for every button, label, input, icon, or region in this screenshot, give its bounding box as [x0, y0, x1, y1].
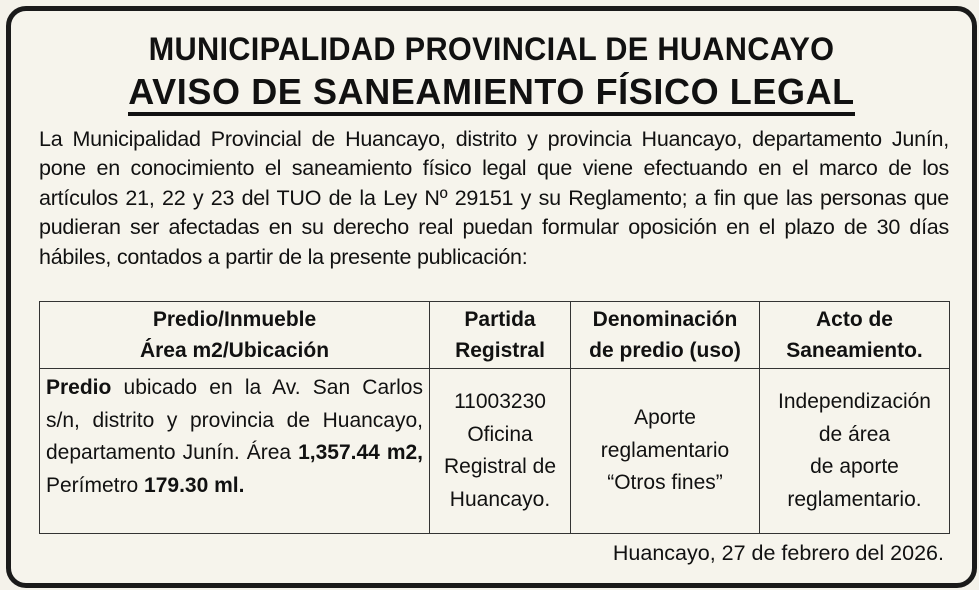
acto-line-2: de área — [818, 422, 891, 446]
partida-line-3: Registral de — [443, 455, 557, 478]
predio-perimetro: 179.30 ml. — [144, 473, 245, 497]
predio-text-1: ubicado en la Av. San Carlos s/n, distrito y provincia de Huancayo, departamento Junín. Área — [46, 376, 423, 464]
partida-number: 11003230 — [454, 390, 546, 413]
intro-paragraph: La Municipalidad Provincial de Huancayo, distrito y provincia Huancayo, departamento Junín, pone en conocimiento el saneamiento físico legal que viene efectuando en el marco de los artículos 21, 22 y 23 del TUO de la Ley Nº 29151 y su Reglamento; a fin que las personas que pudieran ser afectadas en su derecho real puedan formular oposición en el plazo de 30 días hábiles, contados a partir de la presente publicación: — [39, 127, 949, 269]
header-partida-line1: Partida — [464, 308, 536, 331]
header-acto-line1: Acto de — [815, 308, 893, 331]
property-table — [39, 301, 950, 534]
header-denominacion-line2: de predio (uso) — [589, 339, 741, 362]
table-row — [40, 369, 950, 534]
acto-line-4: reglamentario. — [787, 487, 922, 511]
cell-partida — [430, 369, 571, 534]
table-header-row — [40, 302, 950, 369]
cell-acto — [760, 369, 950, 534]
header-denominacion — [571, 302, 760, 369]
header-predio-line2: Área m2/Ubicación — [139, 339, 330, 362]
header-predio — [40, 302, 430, 369]
denominacion-line-1: Aporte — [634, 406, 696, 430]
denominacion-line-3: “Otros fines” — [607, 471, 723, 495]
header-acto-line2: Saneamiento. — [786, 339, 923, 362]
denominacion-line-2: reglamentario — [600, 438, 730, 462]
notice-subtitle — [11, 71, 972, 116]
page-title: MUNICIPALIDAD PROVINCIAL DE HUANCAYO — [148, 31, 835, 67]
acto-line-1: Independización — [778, 390, 931, 413]
notice-subtitle-text: AVISO DE SANEAMIENTO FÍSICO LEGAL — [128, 73, 855, 116]
cell-predio — [40, 369, 430, 534]
header-partida-line2: Registral — [455, 339, 545, 362]
header-partida — [430, 302, 571, 369]
predio-area: 1,357.44 m2, — [298, 441, 423, 464]
partida-line-2: Oficina — [467, 422, 533, 446]
acto-line-3: de aporte — [810, 455, 899, 478]
header-acto — [760, 302, 950, 369]
partida-line-4: Huancayo. — [449, 487, 551, 511]
header-predio-line1: Predio/Inmueble — [152, 308, 317, 331]
cell-denominacion — [571, 369, 760, 534]
header-denominacion-line1: Denominación — [592, 308, 738, 331]
place-date: Huancayo, 27 de febrero del 2026. — [612, 541, 944, 565]
notice-frame — [6, 6, 977, 588]
predio-label: Predio — [46, 376, 112, 399]
predio-text-2: Perímetro — [46, 473, 145, 497]
